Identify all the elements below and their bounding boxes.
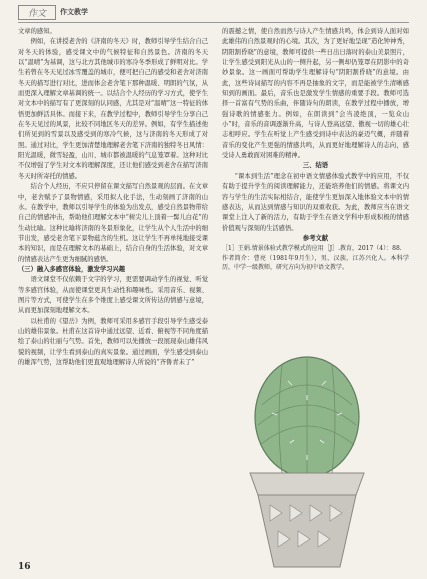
right-column bbox=[222, 27, 409, 342]
body-paragraph: 文章的感知。 bbox=[18, 28, 56, 35]
body-paragraph: 的震撼之情，使自然而然与诗人产生情感共鸣，体会到诗人面对如此雄伟的自然景观时的心境。其次，为了更好地呈现“造化钟神秀，阴阳割昏晓”的意境，教师可提供一些日出日落时的泰山美景照片，让学生感受到阳光从山的一侧升起，另一侧却仍笼罩在阴影中的奇妙景象。这一画面可帮助学生理解诗句“阴阳割昏晓”的意境。由此，这些诗词描写的内容不再是抽象的文字，而是能被学生清晰感知到的画面。最后，音乐也是激发学生情感的重要手段。教师可选择一首富有气势的乐曲，伴随诗句的朗读，在教学过程中播放，增强诗歌的情感张力。例如，在朗读到“会当凌绝顶，一览众山小”时，音乐的音调逐渐升高，与诗人登高远望、傲视一切的雄心壮志相呼应。学生在听觉上产生感受到诗中表达的豪迈气概，并随着音乐的变化产生更强的情感共鸣，从而更好地理解诗人的志向，感受诗人勇敢面对困难的精神。 bbox=[222, 28, 409, 160]
body-paragraph: 以杜甫的《望岳》为例，教师可采用多感官手段引导学生感受泰山的雄伟景象。杜甫在这首诗中通过远望、近看、俯视等不同角度描绘了泰山的壮丽与气势。首先，教师可以先播放一段展现泰山雄伟风貌的视频，让学生看到泰山的真实景象。通过画面，学生感受到泰山的雄浑气势，这帮助他们更直观地理解诗人所说的“齐鲁青未了” bbox=[18, 317, 208, 366]
body-paragraph: “课本到生活”理念在初中语文情感体验式教学中的应用，不仅有助于提升学生的阅读理解能力，还能培养他们的情感。将课文内容与学生的生活实际相结合，能使学生更加深入地体验文本中的情感表达，从而达到情感与知识的双重收获。为此，教师应当在语文课堂上注入了新的活力，有助于学生在语文学科中形成积极的情感价值观与深刻的生活感悟。 bbox=[222, 172, 409, 232]
page-number: 16 bbox=[18, 562, 31, 572]
section-label: 作文教学 bbox=[60, 7, 88, 16]
left-column bbox=[18, 27, 208, 562]
cactus-pot-illustration bbox=[232, 345, 382, 575]
section-heading: （三）融入多感官体验，激发学习兴趣 bbox=[18, 265, 126, 273]
reference-entry: 作者简介：曹亮（1981年9月生），男，汉族，江苏兴化人。本科学历，中学一级教师，研究方向为初中语文教学。 bbox=[222, 254, 409, 272]
page-header bbox=[18, 3, 88, 21]
section-heading: 三、结语 bbox=[302, 162, 329, 170]
logo-text: 作文 bbox=[27, 8, 46, 19]
section-heading: 参考文献 bbox=[302, 234, 329, 242]
header-divider bbox=[18, 22, 409, 23]
body-paragraph: 结合个人经历，不应只停留在课文描写自然景观的层面。在文章中，老舍赋予了景物情感，采用拟人化手法，生动刻画了济南的山水。在教学中，教师以引导学生的体验为出发点，感受自然景物带给自己的情感冲击，帮助他们理解文本中“树尖儿上顶着一髻儿白花”的生动比喻。这种比喻将济南的冬景形象化，让学生从个人生活中的细节出发，感受老舍笔下景物蕴含的生机。这让学生不再单纯地接受课本的知识，而是在理解文本的基础上，结合自身的生活体验，对文章的情感表达产生更为细腻的感悟。 bbox=[18, 183, 208, 263]
magazine-logo bbox=[18, 5, 56, 20]
reference-entry: ［1］王娟.情景体验式教学模式的应用［J］.教育，2017（4）：88. bbox=[222, 245, 402, 253]
body-paragraph: 例如，在讲授老舍的《济南的冬天》时，教师引导学生结合自己对冬天的体验，感受课文中的气候特征和自然景色。济南的冬天以“温晴”为基调，这与北方其他城市的寒冷冬季形成了鲜明对比。学生若曾在冬天见过冰雪覆盖的城市，便可把自己的感受和老舍对济南冬天的描写进行对比，进而体会老舍笔下那种温暖、明朗的气氛，从而更深入理解文章基调的统一。以结合个人经历的学习方式，使学生对文本中的描写有了更深刻的认同感，尤其是对“温晴”这一特征的体悟更加鲜活具体。而接下来，在教学过程中，教师引导学生分享自己在冬天见过的风景，比较不同地区冬天的差异。例如，有学生描述他们所见到的雪景以及感受到的寒冷气候，这与济南的冬天形成了对照。通过对比，学生更加清楚地理解老舍笔下济南的独特冬日风情：阳光温暖，微雪轻盈，山川、城市都被温暖的气息笼罩着。这种对比不仅增强了学生对文本的理解深度，还让他们感受到老舍在描写济南冬天时所寄托的情感。 bbox=[18, 38, 208, 180]
body-paragraph: 语文课堂不仅依赖于文字的学习，更需要调动学生的视觉、听觉等多感官体验，从而使课堂更具生动性和趣味性。采用音乐、视频、图片等方式，可使学生在多个维度上感受课文所传达的情感与意境，从而更加深刻地理解文本。 bbox=[18, 276, 208, 315]
